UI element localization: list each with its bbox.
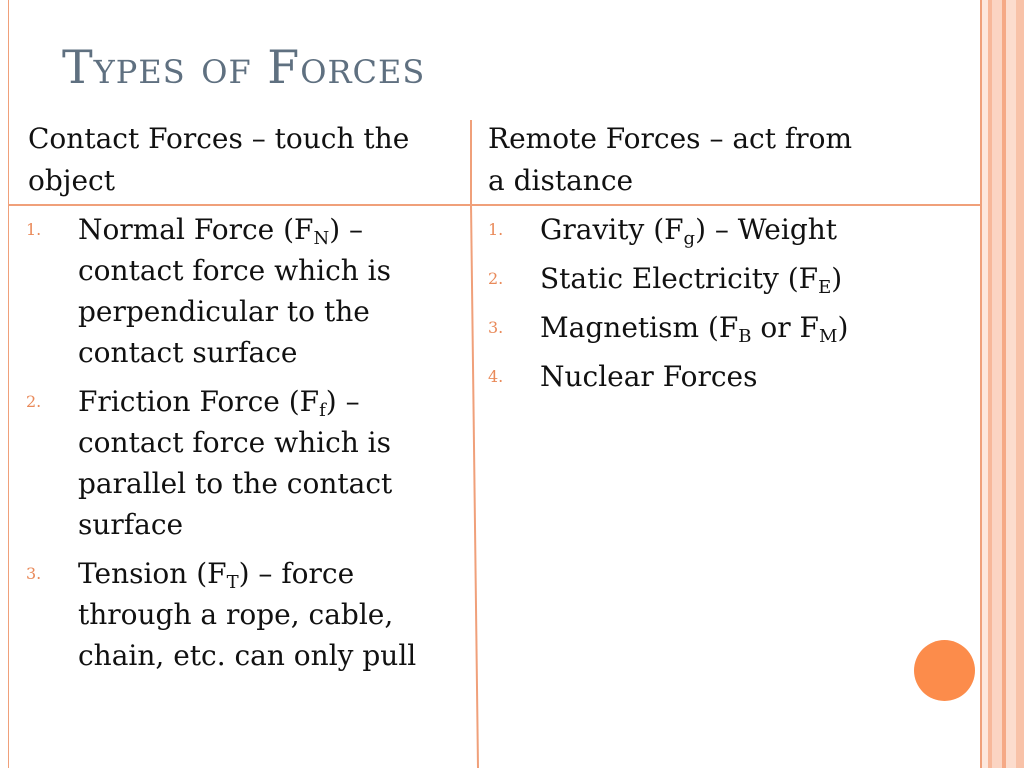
item-name: Gravity (F (540, 213, 684, 246)
item-text: ) – contact force which is perpendicular to the contact surface (78, 213, 392, 369)
list-item (488, 209, 958, 250)
list-number: 2. (26, 392, 42, 411)
item-name: Friction Force (F (78, 385, 320, 418)
table-header-divider (9, 204, 980, 206)
frame-left-line (8, 0, 9, 768)
item-name: Normal Force (F (78, 213, 314, 246)
item-text: ) – force through a rope, cable, chain, etc. can only pull (78, 557, 417, 672)
item-name: Tension (F (78, 557, 227, 590)
item-name: Magnetism (F (540, 311, 739, 344)
decorative-orange-dot (914, 640, 975, 701)
list-item (26, 553, 466, 676)
item-text-mid: or F (751, 311, 819, 344)
list-item (26, 381, 466, 545)
list-item (26, 209, 466, 373)
item-text: ) – Weight (695, 213, 838, 246)
list-number: 1. (26, 220, 42, 239)
remote-forces-heading (488, 118, 908, 202)
item-subscript: N (313, 228, 330, 249)
item-subscript: T (226, 572, 239, 593)
list-number: 4. (488, 367, 504, 386)
item-name: Nuclear Forces (540, 360, 758, 393)
item-text: ) (837, 311, 849, 344)
remote-heading-line2: a distance (488, 164, 634, 197)
remote-forces-list (488, 209, 958, 405)
contact-forces-heading: Contact Forces – touch the object (28, 122, 410, 197)
list-number: 3. (488, 318, 504, 337)
list-item (488, 307, 958, 348)
item-text: ) – contact force which is parallel to the contact surface (78, 385, 393, 541)
list-number: 3. (26, 564, 42, 583)
item-subscript: E (818, 277, 832, 298)
list-number: 1. (488, 220, 504, 239)
item-subscript-2: M (819, 326, 838, 347)
item-subscript: f (319, 400, 326, 421)
column-divider-top (470, 120, 472, 210)
list-number: 2. (488, 269, 504, 288)
column-divider-bottom (466, 204, 482, 768)
item-subscript: B (738, 326, 752, 347)
slide-title: Types of Forces (62, 40, 426, 94)
decorative-stripes (982, 0, 1024, 768)
list-item (488, 356, 958, 397)
item-subscript: g (683, 228, 696, 249)
contact-forces-list (26, 209, 466, 684)
item-text: ) (831, 262, 843, 295)
item-name: Static Electricity (F (540, 262, 819, 295)
list-item (488, 258, 958, 299)
remote-heading-line1: Remote Forces – act from (488, 122, 853, 155)
